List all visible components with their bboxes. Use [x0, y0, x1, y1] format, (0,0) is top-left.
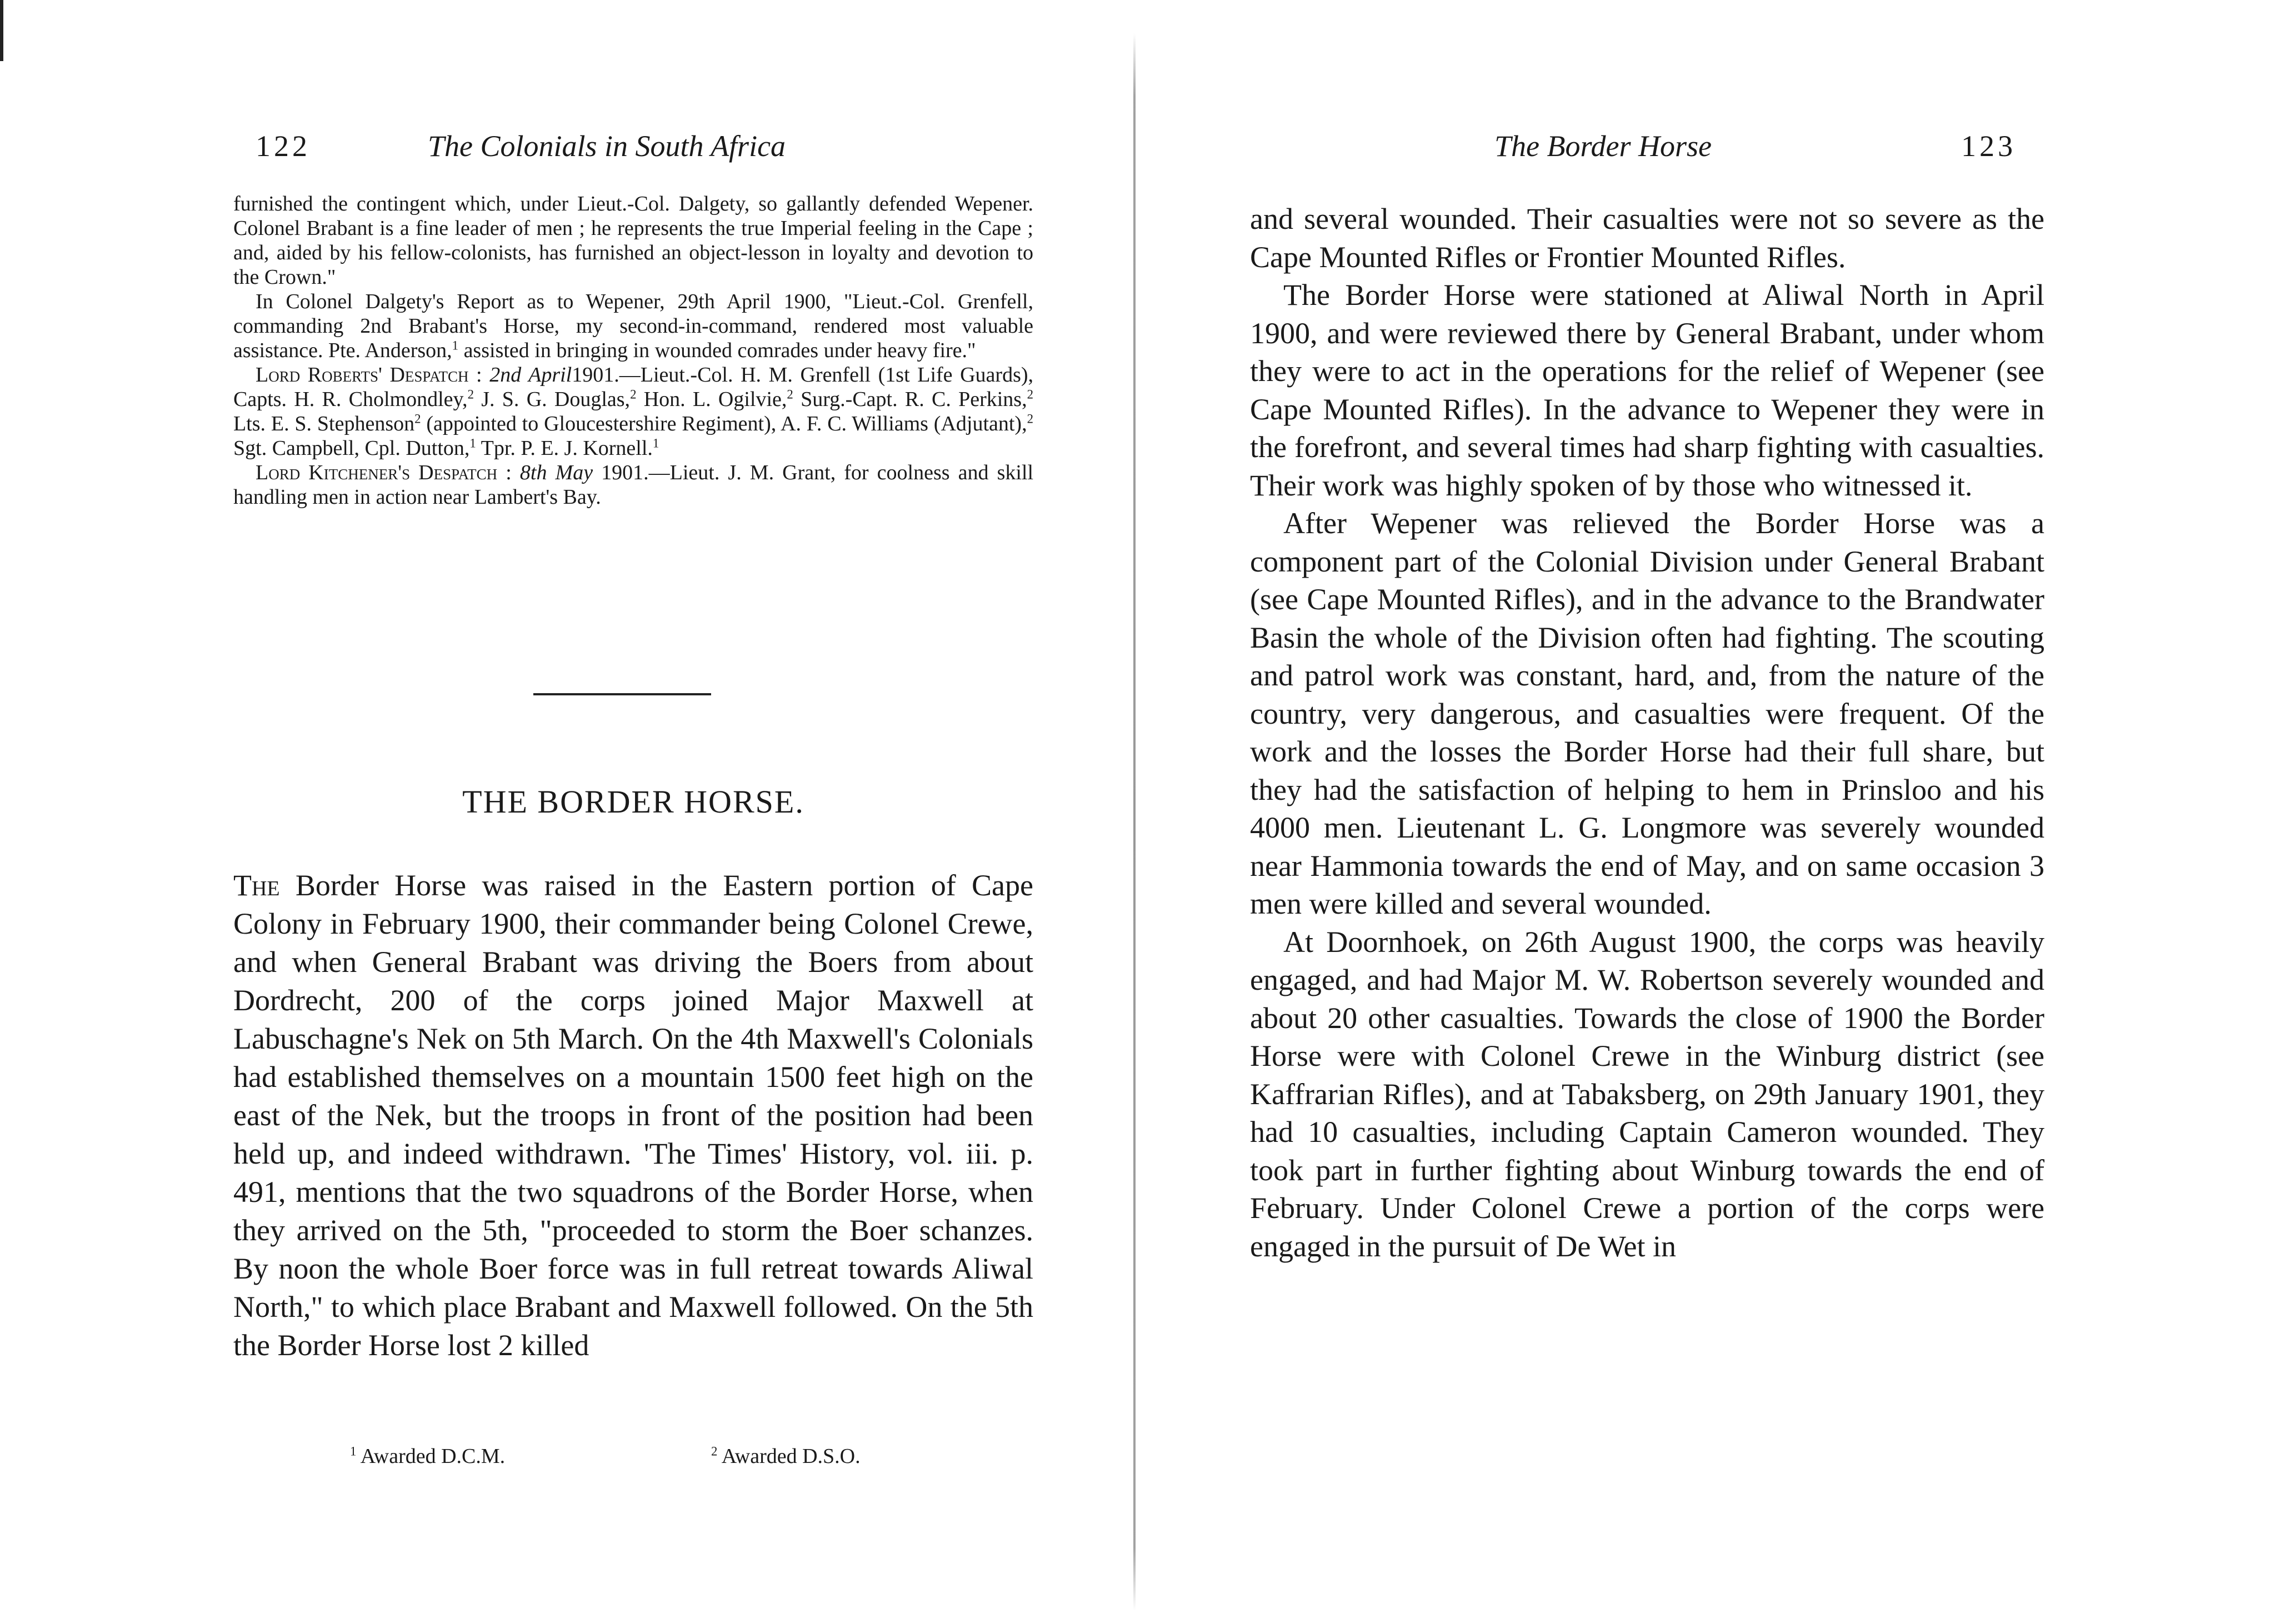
paragraph-body: Border Horse was raised in the Eastern portion of Cape Colony in February 1900, their commander being Colonel Crewe, and when General Brabant was driving the Boers from about Dordrecht, 200 of the corps joined Major Maxwell at Labuschagne's Nek on 5th March. On the 4th Maxwell's Colonials had established themselves on a mountain 1500 feet high on the east of the Nek, but the troops in front of the position had been held up, and indeed withdrawn. 'The Times' History, vol. iii. p. 491, mentions that the two squadrons of the Border Horse, when they arrived on the 5th, "proceeded to storm the Boer schanzes. By noon the whole Boer force was in full retreat towards Aliwal North," to which place Brabant and Maxwell followed. On the 5th the Border Horse lost 2 killed — [233, 869, 1033, 1362]
footnote-2-text: Awarded D.S.O. — [717, 1445, 861, 1468]
despatch-note-3-d: Surg.-Capt. R. C. Perkins, — [793, 388, 1027, 411]
despatch-notes — [233, 192, 1033, 509]
despatch-note-4 — [233, 460, 1033, 509]
left-page-number: 122 — [256, 129, 311, 163]
despatch-note-2 — [233, 289, 1033, 363]
despatch-note-2-tail: assisted in bringing in wounded comrades under heavy fire." — [458, 339, 976, 362]
despatch-note-3 — [233, 363, 1033, 460]
section-title: THE BORDER HORSE. — [462, 784, 804, 820]
left-running-title: The Colonials in South Africa — [428, 129, 786, 163]
footnote-ref: 2 — [1027, 387, 1033, 402]
despatch-note-3-g: Sgt. Campbell, Cpl. Dutton, — [233, 437, 470, 460]
border-horse-intro-paragraph — [233, 866, 1033, 1365]
footnote-ref: 2 — [467, 387, 474, 402]
paragraph-colonial-division: After Wepener was relieved the Border Horse was a component part of the Colonial Division under General Brabant (see Cape Mounted Rifles), and in the advance to the Brandwater Basin the whole of the Division often had fighting. The scouting and patrol work was constant, hard, and, from the nature of the country, very dangerous, and casualties were frequent. Of the work and the losses the Border Horse had their full share, but they had the satisfaction of helping to hem in Prinsloo and his 4000 men. Lieutenant L. G. Longmore was severely wounded near Hammonia towards the end of May, and on same occasion 3 men were killed and several wounded. — [1250, 507, 2044, 920]
paragraph-lead-word: The — [233, 869, 280, 902]
footnote-ref: 2 — [1027, 412, 1033, 426]
paragraph-doornhoek: At Doornhoek, on 26th August 1900, the corps was heavily engaged, and had Major M. W. Robertson severely wounded and about 20 other casualties. Towards the close of 1900 the Border Horse were with Colonel Crewe in the Winburg district (see Kaffrarian Rifles), and at Tabaksberg, on 29th January 1901, they had 10 casualties, including Captain Cameron wounded. They took part in further fighting about Winburg towards the end of February. Under Colonel Crewe a portion of the corps were engaged in the pursuit of De Wet in — [1250, 925, 2044, 1263]
kitchener-despatch-date: 8th May — [519, 461, 593, 484]
footnote-ref: 2 — [414, 412, 421, 426]
right-running-title: The Border Horse — [1494, 129, 1712, 163]
footnote-ref: 2 — [787, 387, 793, 402]
despatch-note-2-text: In Colonel Dalgety's Report as to Wepener, 29th April 1900, "Lieut.-Col. Grenfell, commanding 2nd Brabant's Horse, my second-in-command, rendered most valuable assistance. Pte. Anderson, — [233, 290, 1033, 362]
section-divider-rule — [533, 693, 711, 695]
footnote-ref: 1 — [469, 436, 476, 450]
paragraph-continuation: and several wounded. Their casualties were not so severe as the Cape Mounted Rifles or Frontier Mounted Rifles. — [1250, 202, 2044, 274]
despatch-note-3-h: Tpr. P. E. J. Kornell. — [476, 437, 653, 460]
roberts-despatch-label: Lord Roberts' Despatch : — [256, 363, 482, 387]
right-body-text — [1250, 200, 2044, 1265]
right-page — [1133, 0, 2280, 1624]
despatch-note-3-a: 1901.—Lieut.-Col. H. M. Grenfell (1st Life Guards), Capts. H. R. Cholmondley, — [233, 363, 1034, 411]
footnote-ref: 1 — [452, 338, 459, 353]
despatch-note-1: furnished the contingent which, under Lieut.-Col. Dalgety, so gallantly defended Wepener. Colonel Brabant is a fine leader of men ; he represents the true Imperial feeling in the Cape ; and, aided by his fellow-colonists, has furnished an object-lesson in loyalty and devotion to the Crown." — [233, 192, 1033, 289]
despatch-note-3-b: J. S. G. Douglas, — [473, 388, 631, 411]
footnote-1-text: Awarded D.C.M. — [356, 1445, 506, 1468]
despatch-note-3-f: (appointed to Gloucestershire Regiment), A. F. C. Williams (Adjutant), — [421, 412, 1027, 435]
footnote-1 — [350, 1444, 505, 1468]
right-page-number: 123 — [1961, 129, 2016, 163]
kitchener-despatch-label: Lord Kitchener's Despatch : — [256, 461, 512, 484]
footnote-ref: 2 — [630, 387, 637, 402]
left-page — [0, 0, 1133, 1624]
despatch-note-4-text: 1901.—Lieut. J. M. Grant, for coolness and skill handling men in action near Lambert's Bay. — [233, 461, 1034, 509]
main-body-text — [233, 866, 1033, 1365]
footnote-2-mark: 2 — [711, 1444, 718, 1458]
paragraph-aliwal-north: The Border Horse were stationed at Aliwal North in April 1900, and were reviewed there by General Brabant, under whom they were to act in the operations for the relief of Wepener (see Cape Mounted Rifles). In the advance to Wepener they were in the forefront, and several times had sharp fighting with casualties. Their work was highly spoken of by those who witnessed it. — [1250, 278, 2044, 502]
despatch-note-3-e: Lts. E. S. Stephenson — [233, 412, 415, 435]
despatch-note-3-c: Hon. L. Ogilvie, — [636, 388, 787, 411]
footnote-1-mark: 1 — [350, 1444, 357, 1458]
roberts-despatch-date: 2nd April — [489, 363, 572, 387]
footnote-ref: 1 — [652, 436, 659, 450]
footnote-2 — [711, 1444, 861, 1468]
